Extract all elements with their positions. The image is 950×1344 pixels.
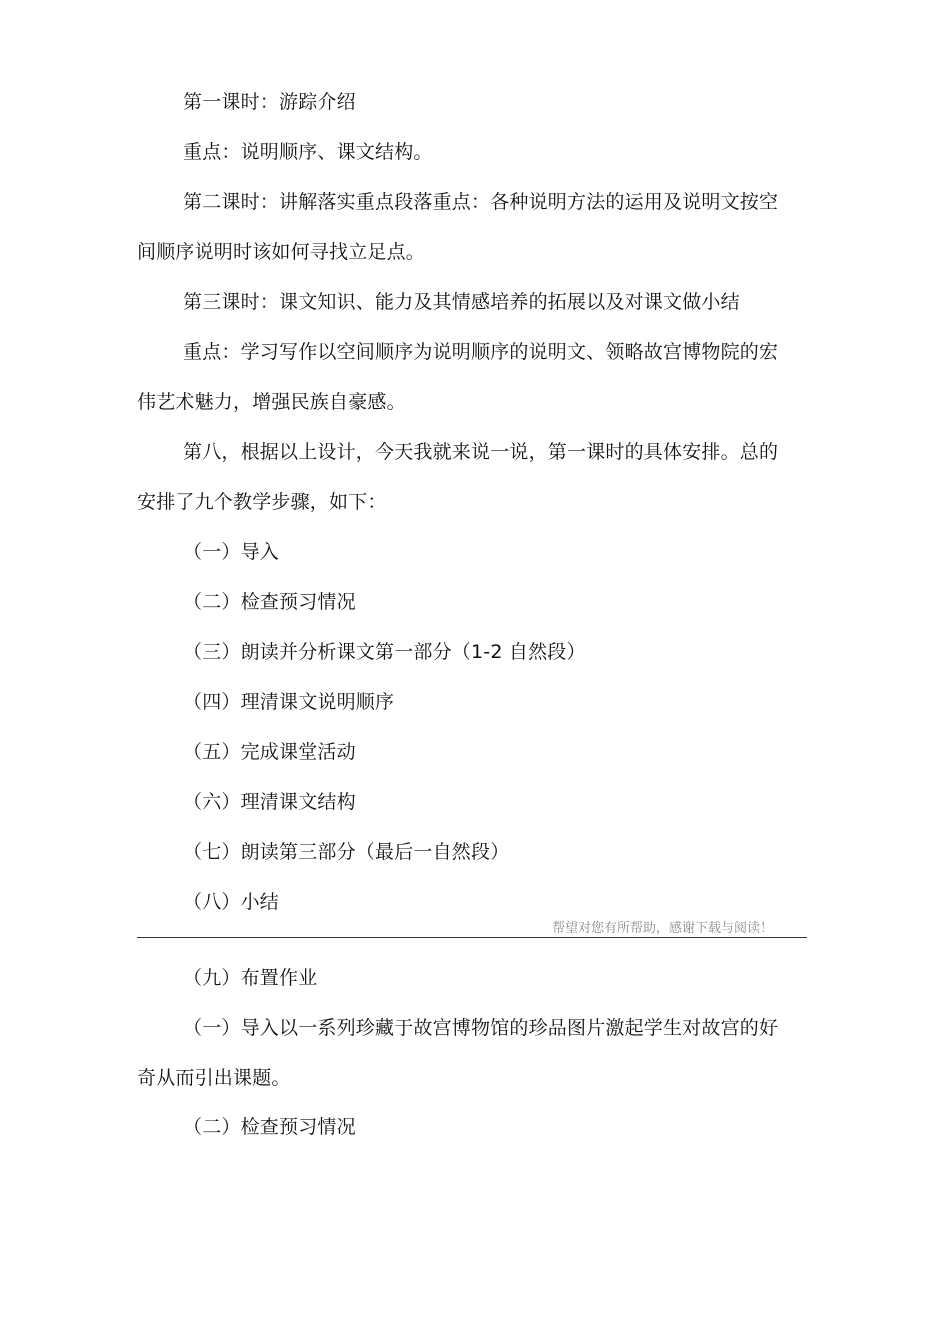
list-item: （七）朗读第三部分（最后一自然段） xyxy=(183,841,510,863)
list-item: （四）理清课文说明顺序 xyxy=(183,691,395,713)
list-item: （五）完成课堂活动 xyxy=(183,741,356,763)
text-line: 第一课时：游踪介绍 xyxy=(183,91,356,113)
text-line: （二）检查预习情况 xyxy=(183,1116,356,1138)
text-line: 第三课时：课文知识、能力及其情感培养的拓展以及对课文做小结 xyxy=(183,291,740,313)
text-line: 第八，根据以上设计，今天我就来说一说，第一课时的具体安排。总的 xyxy=(183,441,779,463)
text-line: 第二课时：讲解落实重点段落重点：各种说明方法的运用及说明文按空 xyxy=(183,191,779,213)
list-item: （一）导入 xyxy=(183,541,280,563)
list-item: （八）小结 xyxy=(183,891,280,913)
text-line: 重点：学习写作以空间顺序为说明顺序的说明文、领略故宫博物院的宏 xyxy=(183,341,779,363)
text-line: 奇从而引出课题。 xyxy=(137,1067,291,1089)
text-line: 安排了九个教学步骤，如下： xyxy=(137,491,387,513)
list-item: （三）朗读并分析课文第一部分（1-2 自然段） xyxy=(183,641,586,663)
page-footer-note: 帮望对您有所帮助，感谢下载与阅读！ xyxy=(552,921,774,936)
list-item: （九）布置作业 xyxy=(183,967,318,989)
text-line: 重点：说明顺序、课文结构。 xyxy=(183,141,433,163)
list-item: （二）检查预习情况 xyxy=(183,591,356,613)
list-item: （六）理清课文结构 xyxy=(183,791,356,813)
text-line: 伟艺术魅力，增强民族自豪感。 xyxy=(137,391,406,413)
text-line: （一）导入以一系列珍藏于故宫博物馆的珍品图片激起学生对故宫的好 xyxy=(183,1017,779,1039)
page-divider xyxy=(137,937,807,938)
text-line: 间顺序说明时该如何寻找立足点。 xyxy=(137,241,426,263)
